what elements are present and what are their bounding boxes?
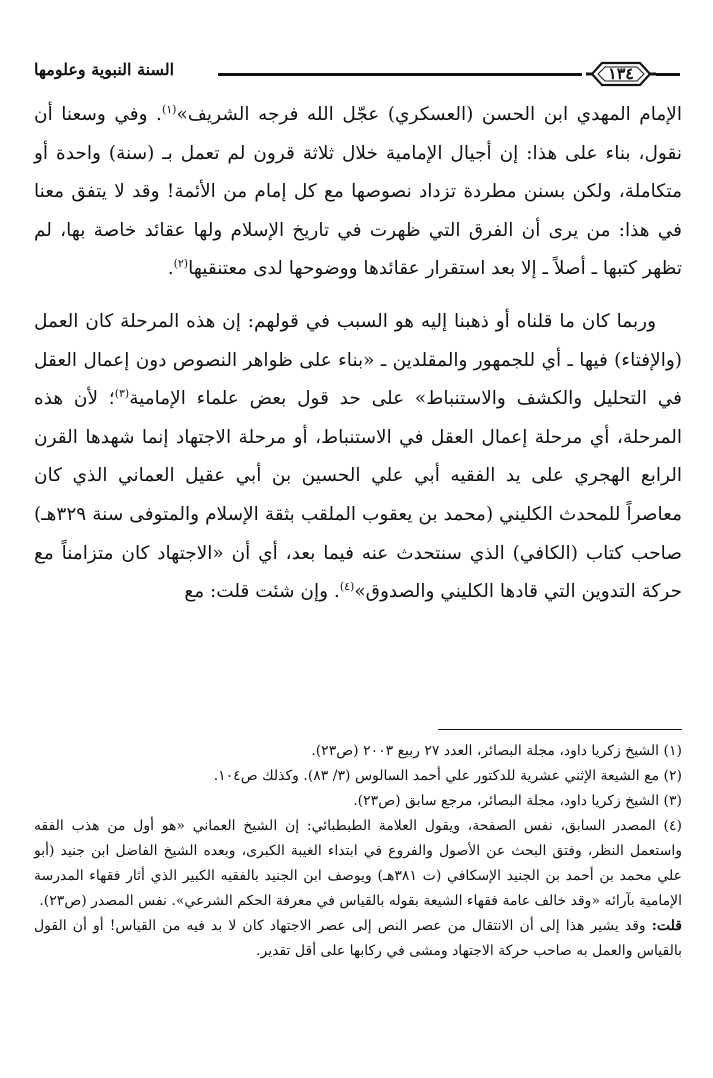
paragraph-2-text-b: ؛ لأن هذه المرحلة، أي مرحلة إعمال العقل في الاستنباط، أو مرحلة الاجتهاد إنما شهدها القرن الرابع الهجري على يد الفقيه أبي علي الحسين بن أبي عقيل العماني الذي كان معاصراً للمحدث الكليني (محمد بن يعقوب الملقب بثقة الإسلام والمتوفى سنة ٣٢٩هـ) صاحب كتاب (الكافي) الذي سنتحدث عنه فيما بعد، أي أن «الاجتهاد كان متزامناً مع حركة التدوين التي قادها الكليني والصدوق»: [34, 388, 682, 603]
paragraph-2-text-a: وربما كان ما قلناه أو ذهبنا إليه هو السبب في قولهم: إن هذه المرحلة كان العمل (والإفتاء) فيها ـ أي للجمهور والمقلدين ـ «بناء على ظواهر النصوص دون إعمال العقل في التحليل والكشف والاستنباط» على حد قول بعض علماء الإمامية: [34, 310, 682, 410]
paragraph-2: [34, 303, 682, 612]
paragraph-1-text-b: . وفي وسعنا أن نقول، بناء على هذا: إن أجيال الإمامية خلال ثلاثة قرون لم تعمل بـ (سنة) واحدة أو متكاملة، ولكن بسنن مطردة تزداد نصوصها مع كل إمام من الأئمة! وقد لا يتفق معنا في هذا: من يرى أن الفرق التي ظهرت في تاريخ الإسلام ولها عقائد خاصة بها، لم تظهر كتبها ـ أصلاً ـ إلا بعد استقرار عقائدها ووضوحها لدى معتنقيها: [34, 104, 682, 280]
header-rule-tail: [656, 73, 680, 76]
footnote-ref-4: (٤): [339, 579, 355, 593]
footnote-3: (٣) الشيخ زكريا داود، مجلة البصائر، مرجع سابق (ص٢٣).: [353, 793, 682, 809]
author-note-text: وقد يشير هذا إلى أن الانتقال من عصر النص إلى عصر الاجتهاد كان لا بد فيه من القياس! أو أن القول بالقياس والعمل به صاحب حركة الاجتهاد ومشى في ركابها على أقل تقدير.: [34, 918, 682, 959]
footnote-2: (٢) مع الشيعة الإثني عشرية للدكتور علي أحمد السالوس (٣/ ٨٣). وكذلك ص١٠٤.: [213, 768, 682, 784]
paragraph-2-text-c: . وإن شئت قلت: مع: [184, 581, 340, 603]
page-number: ١٣٤: [608, 64, 634, 83]
paragraph-1-text-c: .: [167, 258, 174, 280]
paragraph-1: [34, 96, 682, 289]
page-number-ornament: [586, 60, 656, 88]
header-rule: [218, 73, 582, 76]
author-note-label: قلت:: [651, 918, 682, 934]
footnotes: [34, 739, 682, 964]
running-header: [34, 58, 680, 94]
running-title: السنة النبوية وعلومها: [34, 60, 175, 79]
footnote-separator: [438, 729, 682, 730]
footnote-1: (١) الشيخ زكريا داود، مجلة البصائر، العدد ٢٧ ربيع ٢٠٠٣ (ص٢٣).: [311, 743, 682, 759]
author-note: [34, 914, 682, 964]
main-text: [34, 96, 682, 612]
footnote-4: (٤) المصدر السابق، نفس الصفحة، ويقول العلامة الطبطبائي: إن الشيخ العماني «هو أول من هذب الفقه واستعمل النظر، وفتق البحث عن الأصول والفروع في ابتداء الغيبة الكبرى، وبعده الشيخ الفاضل ابن جنيد (أبو علي محمد بن أحمد بن الجنيد الإسكافي (ت ٣٨١هـ) ويوصف ابن الجنيد بالفقيه الكبير الذي أثار فقهاء المدرسة الإمامية بآرائه «وقد خالف عامة فقهاء الشيعة بقوله بالقياس في معرفة الحكم الشرعي». نفس المصدر (ص٢٣).: [34, 818, 682, 909]
footnote-ref-3: (٣): [114, 387, 130, 400]
paragraph-1-text-a: الإمام المهدي ابن الحسن (العسكري) عجّل الله فرجه الشريف»: [176, 104, 683, 125]
footnote-ref-1: (١): [161, 102, 177, 116]
footnote-ref-2: (٢): [173, 257, 189, 271]
